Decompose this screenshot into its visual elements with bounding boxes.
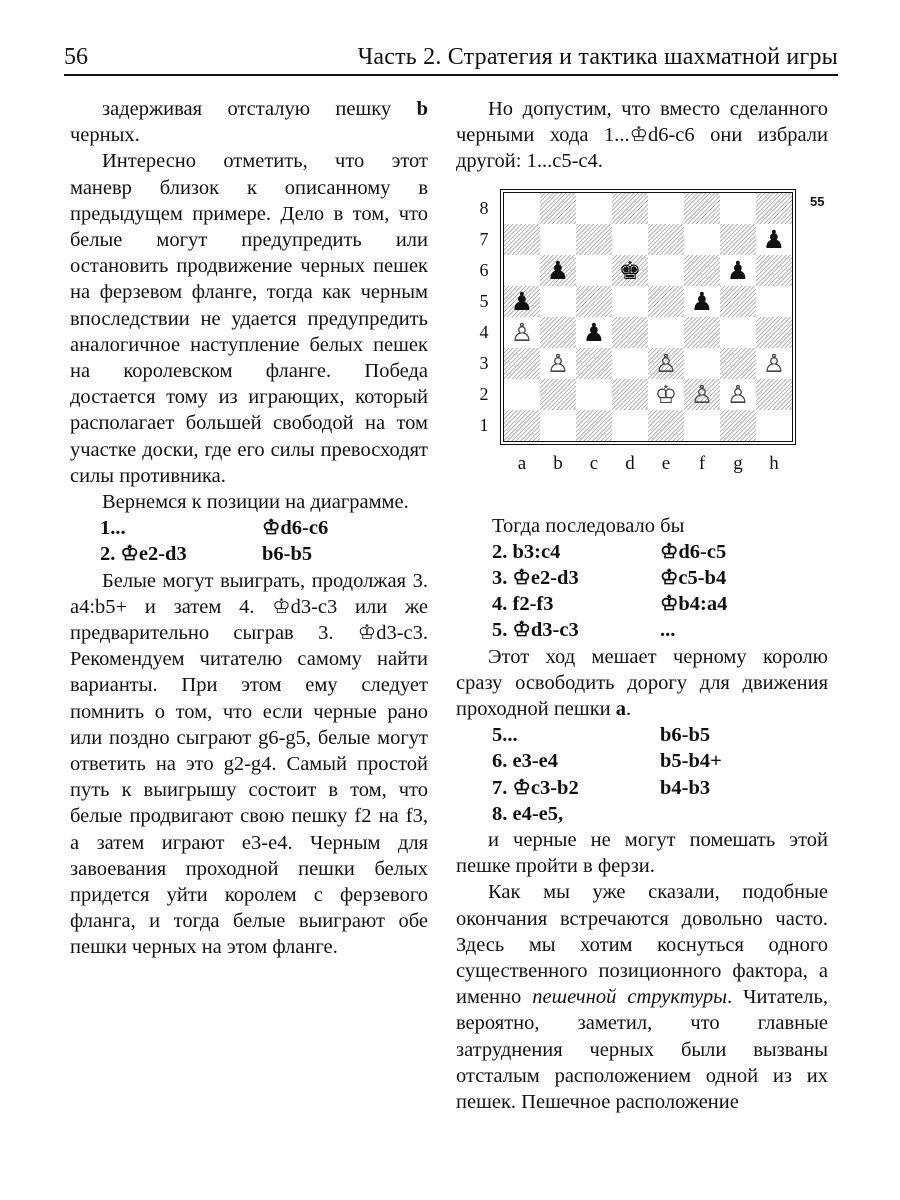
board-square-e6 — [648, 255, 684, 286]
board-square-b4 — [540, 317, 576, 348]
board-square-e1 — [648, 410, 684, 441]
left-column — [70, 96, 428, 961]
board-square-g8 — [720, 193, 756, 224]
move-row — [456, 722, 828, 748]
board-square-e8 — [648, 193, 684, 224]
black-move: b6-b5 — [262, 543, 313, 566]
page-header — [64, 40, 838, 76]
file-label: e — [661, 452, 671, 474]
black-piece-d6: ♚ — [618, 255, 642, 285]
rank-label: 3 — [479, 352, 489, 373]
board-square-f3 — [684, 348, 720, 379]
black-move: ♔d6-c5 — [660, 540, 727, 563]
black-piece-a5: ♟ — [510, 286, 534, 316]
rank-label: 8 — [479, 197, 489, 218]
white-move: 2. ♔e2-d3 — [100, 543, 187, 566]
file-label: h — [769, 452, 779, 474]
board-square-a1 — [504, 410, 540, 441]
board-square-c5 — [576, 286, 612, 317]
board-square-c1 — [576, 410, 612, 441]
chess-diagram — [456, 189, 828, 509]
black-piece-h7: ♟ — [762, 224, 786, 254]
page-number: 56 — [64, 44, 88, 70]
board-square-a2 — [504, 379, 540, 410]
move-row — [456, 775, 828, 801]
white-move: 5. ♔d3-c3 — [492, 619, 579, 642]
board-square-g1 — [720, 410, 756, 441]
white-piece-e2: ♔ — [654, 379, 678, 409]
board-square-d8 — [612, 193, 648, 224]
file-label: a — [517, 452, 527, 474]
white-move: 3. ♔e2-d3 — [492, 567, 579, 589]
board-square-c6 — [576, 255, 612, 286]
white-piece-e3: ♙ — [654, 348, 678, 378]
board-square-h4 — [756, 317, 792, 348]
white-move: 6. e3-e4 — [492, 750, 559, 773]
black-move: b4-b3 — [660, 776, 711, 799]
board-square-d3 — [612, 348, 648, 379]
black-move: b5-b4+ — [660, 750, 722, 773]
board-square-d1 — [612, 410, 648, 441]
right-move-list-2 — [456, 722, 828, 827]
white-piece-f2: ♙ — [690, 379, 714, 409]
chess-board — [500, 189, 796, 445]
black-piece-g6: ♟ — [726, 255, 750, 285]
right-paragraph-5: Как мы уже сказали, подобные окончания встречаются довольно часто. Здесь мы хотим коснуться одного существенного позиционного фактора, а именно пешечной структуры. Читатель, вероятно, заметил, что главные затруднения черных были вызваны отсталым расположением одной из их пешек. Пешечное расположение — [456, 881, 828, 1113]
white-piece-a4: ♙ — [510, 317, 534, 347]
move-row — [456, 801, 828, 827]
white-move: 2. b3:c4 — [492, 540, 561, 563]
left-paragraph-4: Белые могут выиграть, продолжая 3. a4:b5+ и затем 4. ♔d3-c3 или же предварительно сыграв 3. ♔d3-c3. Рекомендуем читателю самому найти варианты. При этом ему следует помнить о том, что если черные рано или поздно сыграют g6-g5, белые могут ответить на это g2-g4. Самый простой путь к выигрышу состоит в том, что белые продвигают свою пешку f2 на f3, а затем играют e3-e4. Черным для завоевания проходной пешки белых придется уйти королем с ферзевого фланга, и тогда белые выиграют обе пешки черных на этом фланге. — [70, 569, 428, 959]
board-square-h2 — [756, 379, 792, 410]
board-square-c3 — [576, 348, 612, 379]
rank-label: 7 — [479, 228, 489, 249]
file-label: f — [698, 452, 706, 474]
white-piece-b3: ♙ — [546, 348, 570, 378]
right-paragraph-2: Тогда последовало бы — [492, 514, 685, 537]
board-square-b2 — [540, 379, 576, 410]
rank-label: 2 — [479, 383, 489, 404]
board-square-f7 — [684, 224, 720, 255]
file-label: g — [733, 452, 743, 474]
board-square-f1 — [684, 410, 720, 441]
left-paragraph-3: Вернемся к позиции на диаграмме. — [102, 491, 409, 514]
white-move: 5... — [492, 724, 518, 747]
black-move: ♔d6-c6 — [262, 517, 329, 540]
board-square-g5 — [720, 286, 756, 317]
board-square-f4 — [684, 317, 720, 348]
board-square-d5 — [612, 286, 648, 317]
move-row — [456, 539, 828, 565]
rank-label: 5 — [479, 290, 489, 311]
left-move-list — [70, 515, 428, 567]
board-square-e5 — [648, 286, 684, 317]
move-row — [456, 565, 828, 591]
board-square-h5 — [756, 286, 792, 317]
board-square-a6 — [504, 255, 540, 286]
move-row — [456, 617, 828, 643]
board-square-c8 — [576, 193, 612, 224]
board-square-b7 — [540, 224, 576, 255]
right-paragraph-1: Но допустим, что вместо сделанного черными хода 1...♔d6-c6 они избрали другой: 1...c5-c4. — [456, 98, 828, 173]
white-piece-h3: ♙ — [762, 348, 786, 378]
rank-label: 4 — [479, 321, 489, 342]
white-move: 7. ♔c3-b2 — [492, 776, 579, 799]
board-square-b5 — [540, 286, 576, 317]
right-move-list-1 — [456, 539, 828, 644]
black-move: ... — [660, 619, 676, 642]
board-square-h6 — [756, 255, 792, 286]
move-row — [70, 515, 428, 541]
board-square-b8 — [540, 193, 576, 224]
file-label: b — [553, 452, 563, 474]
move-row — [456, 748, 828, 774]
black-piece-b6: ♟ — [546, 255, 570, 285]
rank-label: 1 — [479, 414, 489, 435]
board-square-c7 — [576, 224, 612, 255]
file-label: c — [589, 452, 599, 474]
board-square-e7 — [648, 224, 684, 255]
rank-label: 6 — [479, 259, 489, 280]
file-label: d — [625, 452, 635, 474]
board-square-g4 — [720, 317, 756, 348]
board-square-d7 — [612, 224, 648, 255]
white-move: 4. f2-f3 — [492, 593, 554, 616]
board-square-f8 — [684, 193, 720, 224]
board-square-a3 — [504, 348, 540, 379]
board-square-h1 — [756, 410, 792, 441]
move-row — [70, 541, 428, 567]
black-move: ♔b4:a4 — [660, 593, 728, 616]
right-paragraph-3: Этот ход мешает черному королю сразу освободить дорогу для движения проходной пешки a. — [456, 645, 828, 720]
board-square-a8 — [504, 193, 540, 224]
right-column — [456, 96, 828, 1115]
black-move: b6-b5 — [660, 724, 711, 747]
board-square-a7 — [504, 224, 540, 255]
black-piece-c4: ♟ — [582, 317, 606, 347]
black-move: ♔c5-b4 — [660, 567, 727, 589]
board-square-g3 — [720, 348, 756, 379]
move-row — [456, 591, 828, 617]
board-square-f6 — [684, 255, 720, 286]
black-move — [660, 801, 828, 827]
white-move: 1... — [100, 517, 126, 540]
diagram-number: 55 — [810, 193, 825, 209]
running-title: Часть 2. Стратегия и тактика шахматной игры — [357, 44, 838, 70]
black-piece-f5: ♟ — [690, 286, 714, 316]
white-piece-g2: ♙ — [726, 379, 750, 409]
board-square-h8 — [756, 193, 792, 224]
board-square-d4 — [612, 317, 648, 348]
white-move: 8. e4-e5, — [492, 802, 564, 825]
right-paragraph-4: и черные не могут помешать этой пешке пройти в ферзи. — [456, 828, 828, 878]
board-square-c2 — [576, 379, 612, 410]
board-square-e4 — [648, 317, 684, 348]
board-square-b1 — [540, 410, 576, 441]
board-square-g7 — [720, 224, 756, 255]
left-paragraph-2: Интересно отметить, что этот маневр близок к описанному в предыдущем примере. Дело в том, что белые могут предупредить или остановить продвижение черных пешек на ферзевом фланге, тогда как черным впоследствии не удается предупредить аналогичное наступление белых пешек на королевском фланге. Победа достается тому из играющих, который располагает большей свободой на том участке доски, где его силы превосходят силы противника. — [70, 150, 428, 487]
board-square-d2 — [612, 379, 648, 410]
left-paragraph-1: задерживая отсталую пешку b черных. — [70, 98, 428, 147]
